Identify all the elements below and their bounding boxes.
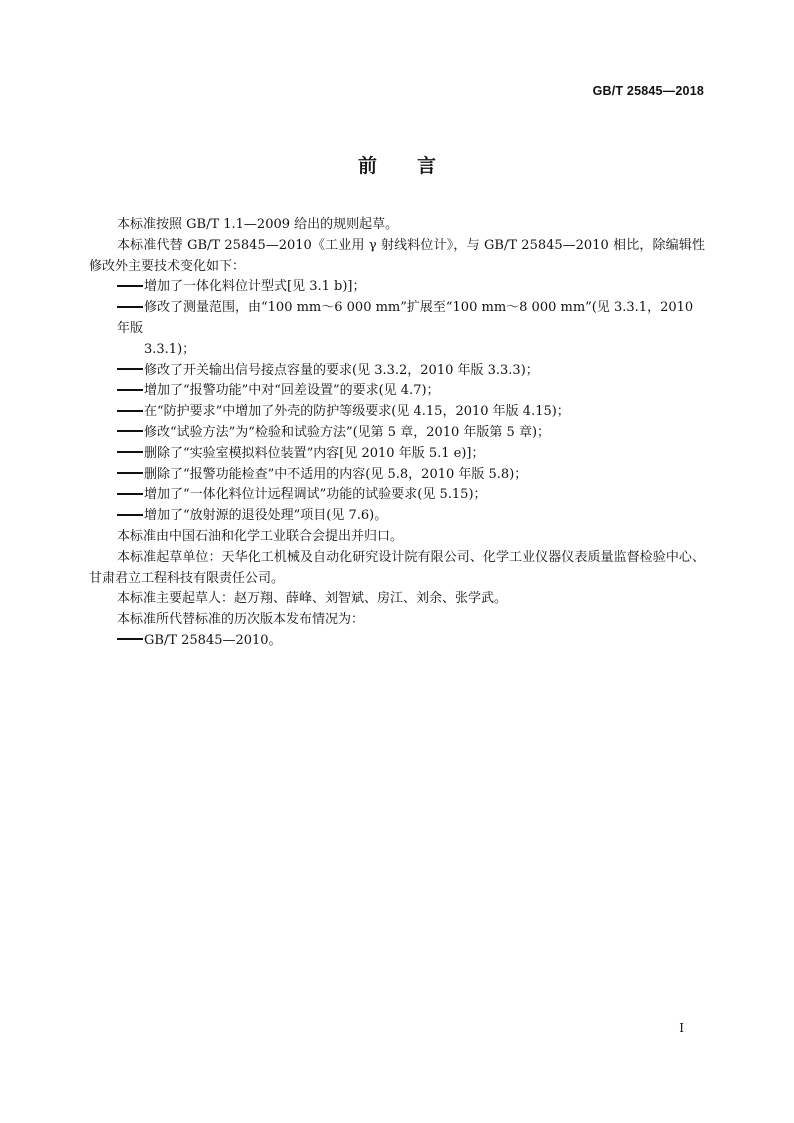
list-item <box>89 423 705 444</box>
em-dash-mark <box>117 285 143 287</box>
em-dash-mark <box>117 430 143 432</box>
list-item <box>89 361 705 382</box>
list-item <box>89 444 705 465</box>
em-dash-mark <box>117 638 143 640</box>
list-item-text: 删除了“报警功能检查”中不适用的内容(见 5.8，2010 年版 5.8)； <box>144 466 528 482</box>
em-dash-mark <box>117 472 143 474</box>
list-item-text: 增加了一体化料位计型式[见 3.1 b)]； <box>144 279 366 295</box>
paragraph-drafting-units: 本标准起草单位：天华化工机械及自动化研究设计院有限公司、化学工业仪器仪表质量监督检验中心、甘肃君立工程科技有限责任公司。 <box>89 549 705 586</box>
list-item-text: 增加了“放射源的退役处理”项目(见 7.6)。 <box>144 508 388 524</box>
paragraph-proposer: 本标准由中国石油和化学工业联合会提出并归口。 <box>117 528 404 544</box>
standard-number: GB/T 25845—2018 <box>592 84 704 98</box>
list-item <box>89 298 705 360</box>
list-item-text: 增加了“报警功能”中对“回差设置”的要求(见 4.7)； <box>144 383 440 399</box>
page-number: I <box>679 1021 684 1035</box>
list-item <box>89 277 705 298</box>
list-item-text: 修改了测量范围，由“100 mm～6 000 mm”扩展至“100 mm～8 000 mm”(见 3.3.1，2010 年版 <box>117 300 694 336</box>
em-dash-mark <box>117 514 143 516</box>
em-dash-mark <box>117 451 143 453</box>
em-dash-mark <box>117 389 143 391</box>
list-item <box>89 465 705 486</box>
page-title: 前言 <box>357 155 476 177</box>
list-item <box>89 381 705 402</box>
list-item-text: 修改“试验方法”为“检验和试验方法”(见第 5 章，2010 年版第 5 章)； <box>144 424 551 440</box>
list-item-text: 删除了“实验室模拟料位装置”内容[见 2010 年版 5.1 e)]； <box>144 445 485 461</box>
list-item-text: 修改了开关输出信号接点容量的要求(见 3.3.2，2010 年版 3.3.3)； <box>144 362 539 378</box>
em-dash-mark <box>117 306 143 308</box>
history-item <box>89 631 705 652</box>
list-item <box>89 506 705 527</box>
em-dash-mark <box>117 493 143 495</box>
paragraph-history-intro: 本标准所代替标准的历次版本发布情况为： <box>117 612 365 628</box>
list-item <box>89 402 705 423</box>
history-item-text: GB/T 25845—2010。 <box>144 632 282 648</box>
paragraph-drafting-rules: 本标准按照 GB/T 1.1—2009 给出的规则起草。 <box>117 217 399 232</box>
list-item-text: 增加了“一体化料位计远程调试”功能的试验要求(见 5.15)； <box>144 487 487 503</box>
list-item-continuation: 3.3.1)； <box>144 341 196 357</box>
list-item <box>89 485 705 506</box>
foreword-content <box>89 215 705 652</box>
paragraph-drafters: 本标准主要起草人：赵万翔、薛峰、刘智斌、房江、刘余、张学武。 <box>117 591 508 607</box>
paragraph-replacement: 本标准代替 GB/T 25845—2010《工业用 γ 射线料位计》，与 GB/T 25845—2010 相比，除编辑性修改外主要技术变化如下： <box>89 237 705 274</box>
em-dash-mark <box>117 368 143 370</box>
list-item-text: 在“防护要求”中增加了外壳的防护等级要求(见 4.15，2010 年版 4.15)； <box>144 404 570 420</box>
em-dash-mark <box>117 410 143 412</box>
